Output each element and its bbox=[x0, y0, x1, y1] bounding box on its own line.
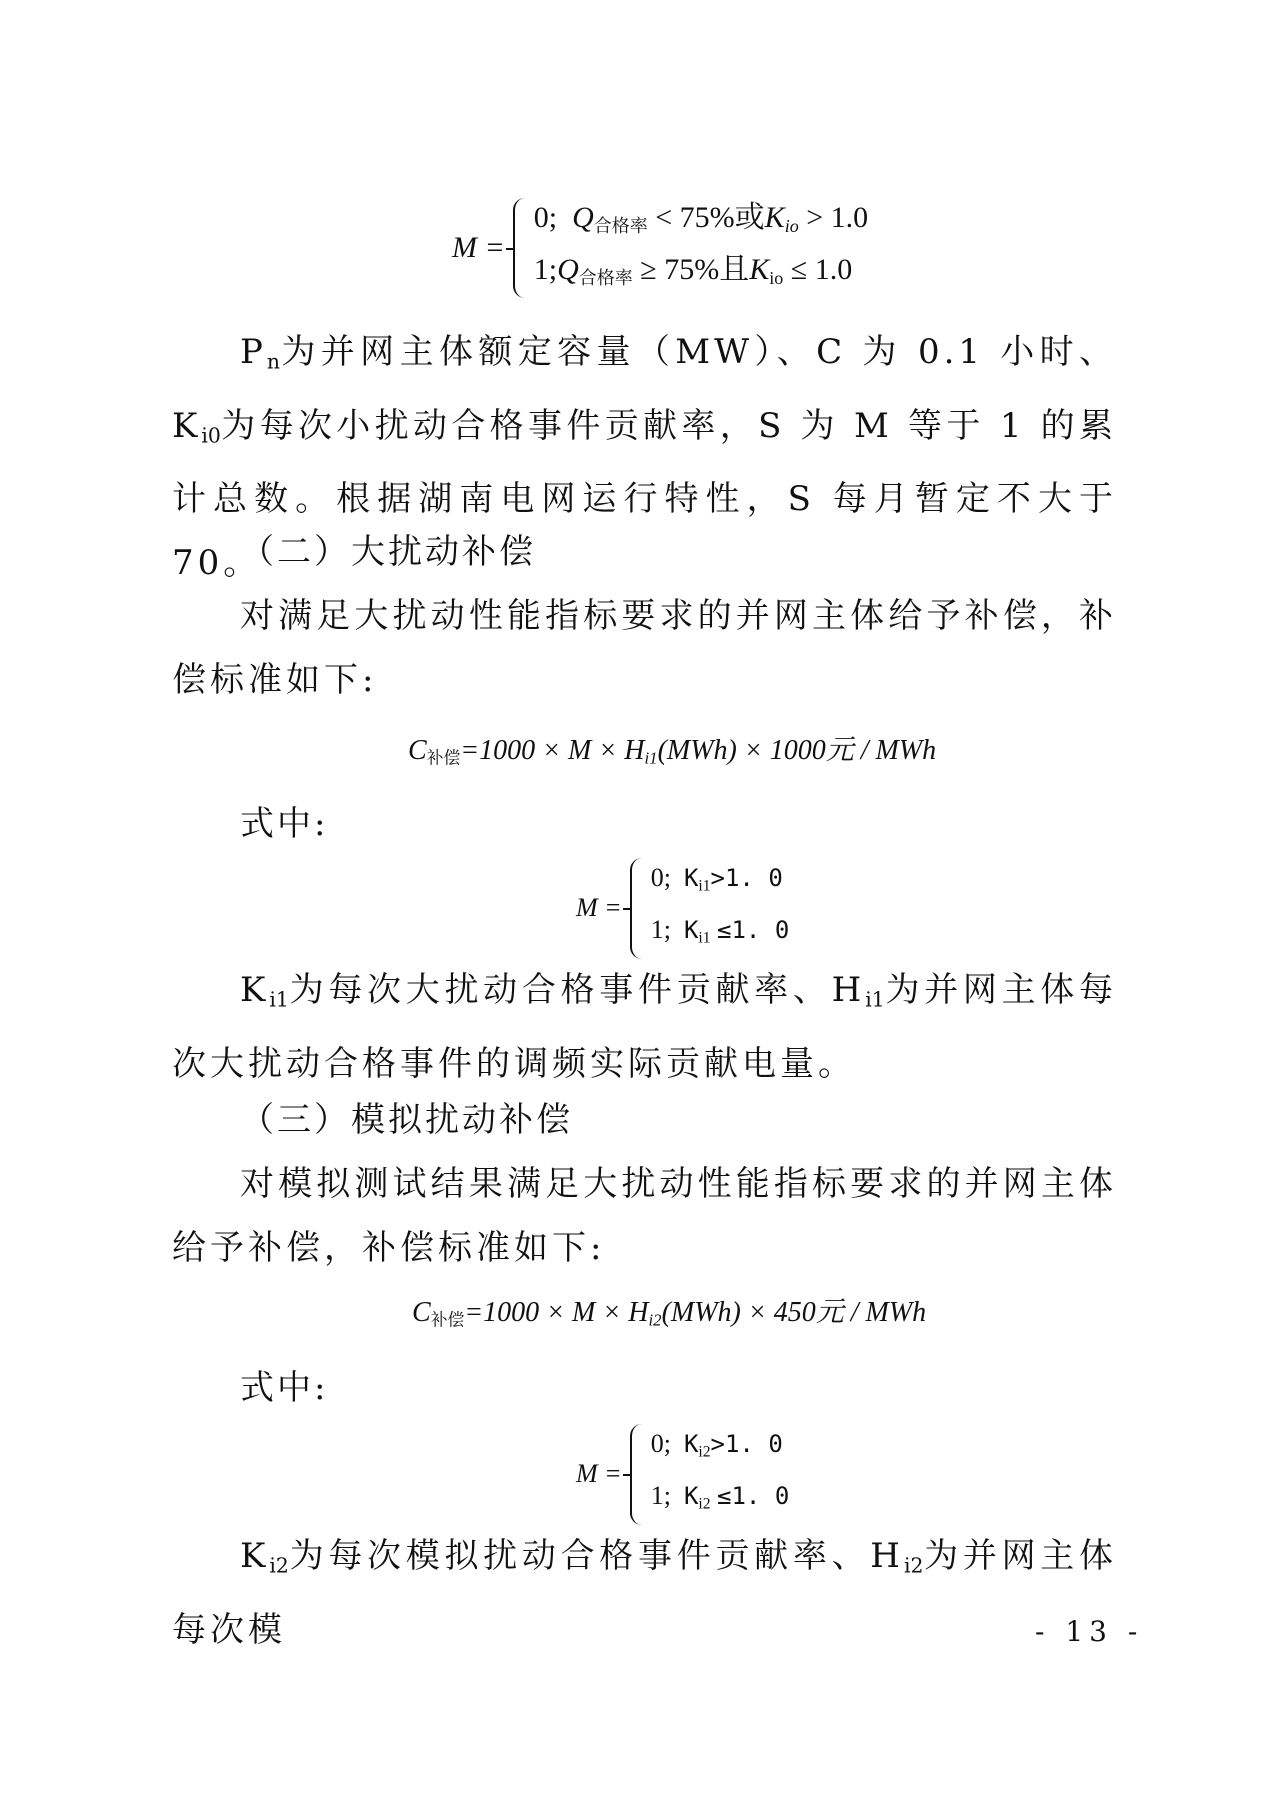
brace bbox=[630, 858, 645, 959]
formula-m-qualification bbox=[452, 196, 868, 300]
page-number: - 13 - bbox=[1035, 1615, 1144, 1648]
formula-m-simulated: M = 0; $K_{i2}>1$. 0 1; $K_{i2} \le 1$. 0 bbox=[576, 1422, 789, 1527]
brace bbox=[630, 1424, 645, 1525]
brace bbox=[513, 198, 528, 298]
section-heading-simulated-disturbance: （三）模拟扰动补偿 bbox=[240, 1100, 573, 1140]
formula-compensation-large: $C_{补偿}=1000 \times M \times Hi1(MWh) \times 1000$元 / MWh bbox=[408, 735, 937, 768]
section-heading-large-disturbance: （二）大扰动补偿 bbox=[240, 532, 536, 572]
formula-row-1: 0; $K_{i2}>1$. 0 bbox=[650, 1429, 783, 1461]
paragraph-small-disturbance-definition: $P_n$为并网主体额定容量（MW）、C 为 0.1 小时、$K_{i0}$为每次小扰动合格事件贡献率，S 为 M 等于 1 的累计总数。根据湖南电网运行特性，S 每月暂定不大于 70。 bbox=[172, 332, 1117, 584]
paragraph-large-disturbance-definition: $K_{i1}$为每次大扰动合格事件贡献率、$H_{i1}$为并网主体每次大扰动合格事件的调频实际贡献电量。 bbox=[172, 970, 1118, 1084]
label-where-1: 式中: bbox=[240, 804, 329, 844]
paragraph-simulated-disturbance-definition: $K_{i2}$为每次模拟扰动合格事件贡献率、$H_{i2}$为并网主体每次模 bbox=[172, 1536, 1117, 1650]
formula-row-2: 1; $K_{i1} \le 1$. 0 bbox=[650, 915, 790, 947]
formula-row-2: $1;Q_{合格率} \ge 75\%$且$K_{io} \le 1.0$ bbox=[533, 253, 853, 289]
label-where-2: 式中: bbox=[240, 1368, 329, 1408]
formula-m-large: M = 0; $K_{i1}>1$. 0 1; $K_{i1} \le 1$. 0 bbox=[576, 856, 789, 961]
formula-row-1: 0; $Q_{合格率} < 75\%$或Kio > 1.0 bbox=[533, 201, 869, 237]
formula-row-2: 1; $K_{i2} \le 1$. 0 bbox=[650, 1481, 790, 1513]
paragraph-large-disturbance-intro: 对满足大扰动性能指标要求的并网主体给予补偿，补偿标准如下: bbox=[172, 596, 1117, 700]
formula-row-1: 0; $K_{i1}>1$. 0 bbox=[650, 863, 783, 895]
paragraph-simulated-disturbance-intro: 对模拟测试结果满足大扰动性能指标要求的并网主体给予补偿，补偿标准如下: bbox=[172, 1164, 1117, 1268]
formula-compensation-simulated: $C_{补偿}=1000 \times M \times Hi2(MWh) \times 450$元 / MWh bbox=[412, 1297, 927, 1330]
formula-lhs: M = bbox=[452, 231, 505, 265]
